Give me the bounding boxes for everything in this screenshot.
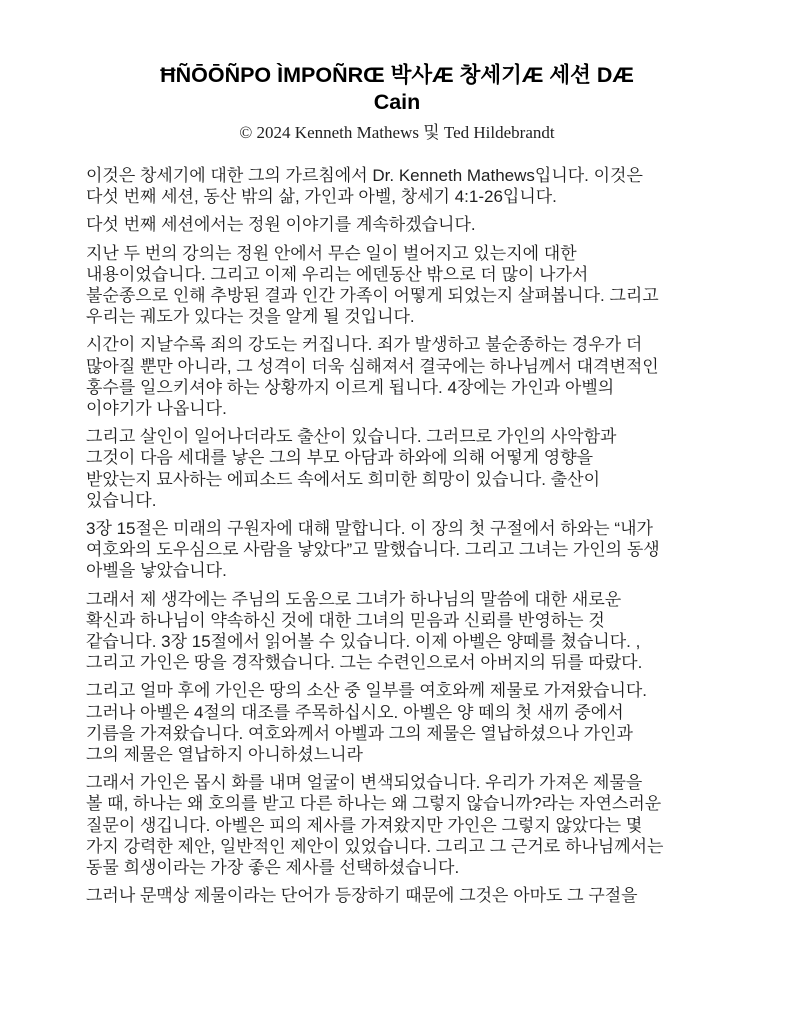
body-paragraph (86, 334, 734, 419)
text-line: 그리고 얼마 후에 가인은 땅의 소산 중 일부를 여호와께 제물로 가져왔습니다. (86, 681, 648, 701)
text-line: 가지 강력한 제안, 일반적인 제안이 있었습니다. 그리고 그 근거로 하나님께서는 (86, 836, 664, 856)
text-line: 받았는지 묘사하는 에피소드 속에서도 희미한 희망이 있습니다. 출산이 (86, 469, 601, 489)
text-line: 있습니다. (86, 490, 157, 510)
body-paragraph (86, 885, 734, 906)
text-line: 그것이 다음 세대를 낳은 그의 부모 아담과 하와에 의해 어떻게 영향을 (86, 448, 594, 468)
body-paragraph (86, 518, 734, 582)
copyright-line: © 2024 Kenneth Mathews 및 Ted Hildebrandt (239, 123, 555, 142)
text-line: 3장 15절은 미래의 구원자에 대해 말합니다. 이 장의 첫 구절에서 하와는 “내가 (86, 519, 653, 539)
text-line: 홍수를 일으키셔야 하는 상황까지 이르게 됩니다. 4장에는 가인과 아벨의 (86, 377, 615, 397)
body-paragraph (86, 243, 734, 328)
text-line: 아벨을 낳았습니다. (86, 561, 227, 581)
text-line: 같습니다. 3장 15절에서 읽어볼 수 있습니다. 이제 아벨은 양떼를 쳤습니다. , (86, 632, 641, 652)
text-line: 볼 때, 하나는 왜 호의를 받고 다른 하나는 왜 그렇지 않습니까?라는 자연스러운 (86, 794, 662, 814)
text-line: 질문이 생깁니다. 아벨은 피의 제사를 가져왔지만 가인은 그렇지 않았다는 몇 (86, 815, 643, 835)
text-line: 시간이 지날수록 죄의 강도는 커집니다. 죄가 발생하고 불순종하는 경우가 더 (86, 335, 643, 355)
text-line: 그의 제물은 열납하지 아니하셨느니라 (86, 745, 363, 765)
text-line: 확신과 하나님이 약속하신 것에 대한 그녀의 믿음과 신뢰를 반영하는 것 (86, 610, 605, 630)
body-paragraph (86, 772, 734, 878)
text-line: 여호와의 도우심으로 사람을 낳았다”고 말했습니다. 그리고 그녀는 가인의 동생 (86, 540, 660, 560)
document-header (0, 0, 794, 144)
text-line: 내용이었습니다. 그리고 이제 우리는 에덴동산 밖으로 더 많이 나가서 (86, 264, 589, 284)
text-line: 그리고 살인이 일어나더라도 출산이 있습니다. 그러므로 가인의 사악함과 (86, 427, 617, 447)
text-line: 이것은 창세기에 대한 그의 가르침에서 Dr. Kenneth Mathews입니다. 이것은 (86, 166, 643, 185)
body-paragraph (86, 589, 734, 674)
text-line: 그래서 가인은 몹시 화를 내며 얼굴이 변색되었습니다. 우리가 가져온 제물을 (86, 773, 643, 793)
title-line-2: Cain (373, 90, 421, 114)
text-line: 기름을 가져왔습니다. 여호와께서 아벨과 그의 제물은 열납하셨으나 가인과 (86, 723, 633, 743)
body-paragraph (86, 165, 734, 207)
text-line: 많아질 뿐만 아니라, 그 성격이 더욱 심해져서 결국에는 하나님께서 대격변적인 (86, 356, 659, 376)
text-line: 그러나 아벨은 4절의 대조를 주목하십시오. 아벨은 양 떼의 첫 새끼 중에서 (86, 702, 624, 722)
text-line: 다섯 번째 세션에서는 정원 이야기를 계속하겠습니다. (86, 215, 476, 235)
body-paragraph (86, 214, 734, 235)
text-line: 동물 희생이라는 가장 좋은 제사를 선택하셨습니다. (86, 858, 460, 878)
title-line-1: ĦÑŌŌÑPO ÌMPOÑRŒ 박사Æ 창세기Æ 세션 DÆ (160, 63, 634, 87)
text-line: 이야기가 나옵니다. (86, 399, 227, 419)
text-line: 그러나 문맥상 제물이라는 단어가 등장하기 때문에 그것은 아마도 그 구절을 (86, 886, 638, 906)
document-body (86, 165, 734, 907)
body-paragraph (86, 680, 734, 765)
body-paragraph (86, 426, 734, 511)
text-line: 불순종으로 인해 추방된 결과 인간 가족이 어떻게 되었는지 살펴봅니다. 그리고 (86, 286, 659, 306)
page-title (0, 62, 794, 116)
text-line: 우리는 궤도가 있다는 것을 알게 될 것입니다. (86, 307, 415, 327)
text-line: 그리고 가인은 땅을 경작했습니다. 그는 수련인으로서 아버지의 뒤를 따랐다. (86, 653, 643, 673)
text-line: 지난 두 번의 강의는 정원 안에서 무슨 일이 벌어지고 있는지에 대한 (86, 243, 577, 263)
text-line: 그래서 제 생각에는 주님의 도움으로 그녀가 하나님의 말씀에 대한 새로운 (86, 589, 622, 609)
text-line: 다섯 번째 세션, 동산 밖의 삶, 가인과 아벨, 창세기 4:1-26입니다. (86, 187, 557, 207)
